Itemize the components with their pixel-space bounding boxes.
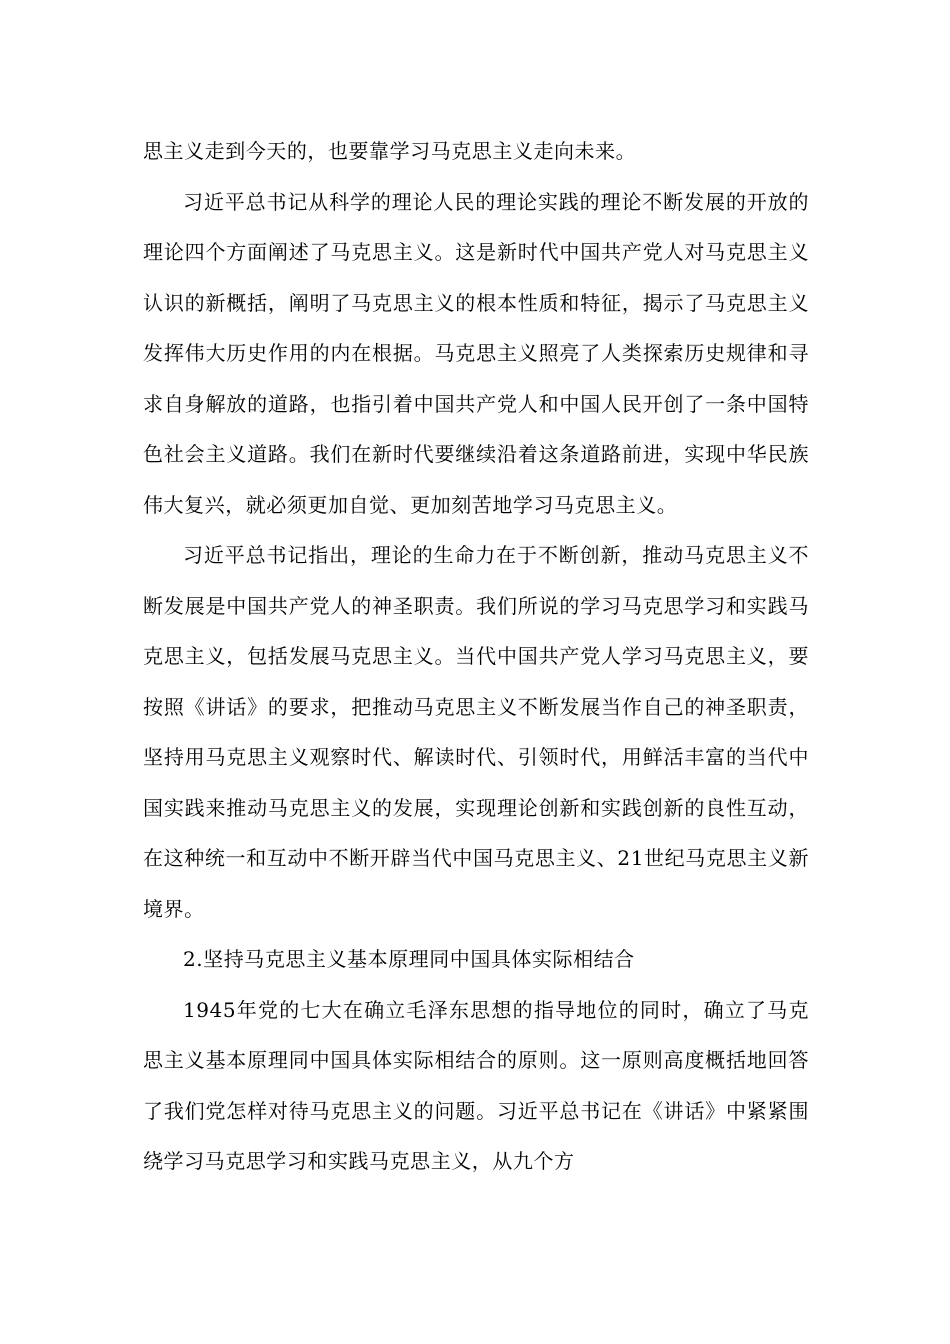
section-heading: 2.坚持马克思主义基本原理同中国具体实际相结合	[183, 947, 635, 971]
paragraph: 习近平总书记指出，理论的生命力在于不断创新，推动马克思主义不断发展是中国共产党人的神圣职责。我们所说的学习马克思学习和实践马克思主义，包括发展马克思主义。当代中国共产党人学习马克思主义，要按照《讲话》的要求，把推动马克思主义不断发展当作自己的神圣职责，坚持用马克思主义观察时代、解读时代、引领时代，用鲜活丰富的当代中国实践来推动马克思主义的发展，实现理论创新和实践创新的良性互动，在这种统一和互动中不断开辟当代中国马克思主义、21世纪马克思主义新境界。	[143, 543, 809, 921]
document-body	[143, 126, 809, 1187]
paragraph: 1945年党的七大在确立毛泽东思想的指导地位的同时，确立了马克思主义基本原理同中国具体实际相结合的原则。这一原则高度概括地回答了我们党怎样对待马克思主义的问题。习近平总书记在《讲话》中紧紧围绕学习马克思学习和实践马克思主义，从九个方	[143, 997, 809, 1173]
paragraph: 习近平总书记从科学的理论人民的理论实践的理论不断发展的开放的理论四个方面阐述了马克思主义。这是新时代中国共产党人对马克思主义认识的新概括，阐明了马克思主义的根本性质和特征，揭示了马克思主义发挥伟大历史作用的内在根据。马克思主义照亮了人类探索历史规律和寻求自身解放的道路，也指引着中国共产党人和中国人民开创了一条中国特色社会主义道路。我们在新时代要继续沿着这条道路前进，实现中华民族伟大复兴，就必须更加自觉、更加刻苦地学习马克思主义。	[143, 189, 809, 517]
paragraph-continuation: 思主义走到今天的，也要靠学习马克思主义走向未来。	[143, 139, 637, 163]
